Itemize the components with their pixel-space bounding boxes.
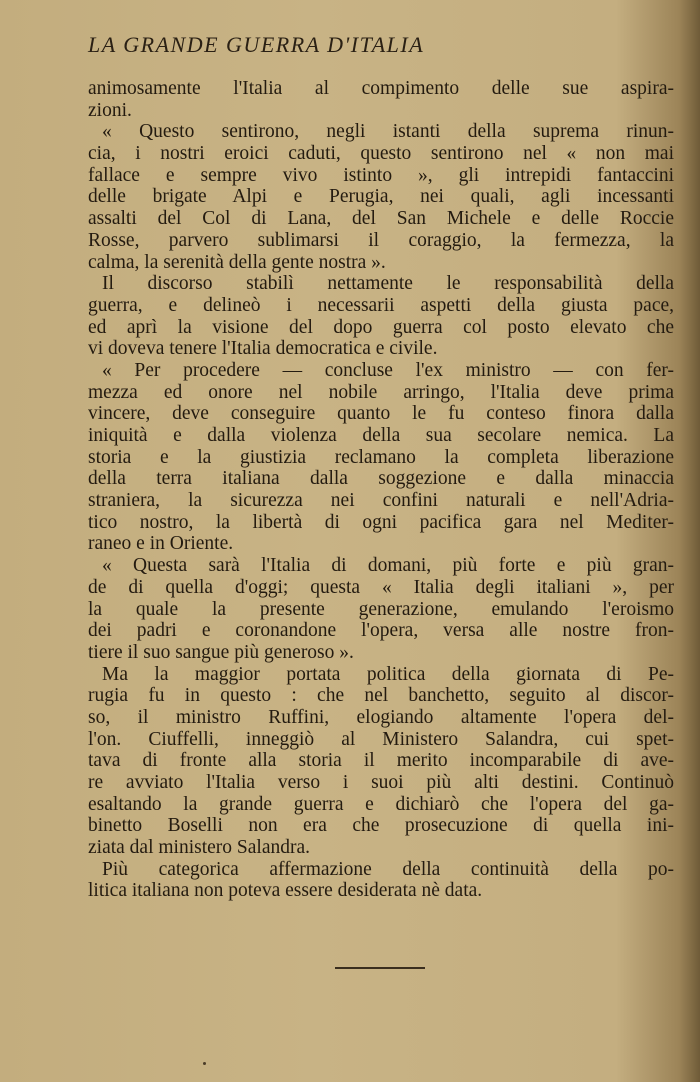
text-line: esaltando la grande guerra e dichiarò che l'opera del ga- [88, 793, 674, 815]
text-line: binetto Boselli non era che prosecuzione di quella ini- [88, 815, 674, 837]
text-line: iniquità e dalla violenza della sua secolare nemica. La [88, 425, 674, 446]
text-line: Rosse, parvero sublimarsi il coraggio, la fermezza, la [88, 229, 674, 251]
text-line: de di quella d'oggi; questa « Italia degli italiani », per [88, 576, 674, 598]
text-line: « Questo sentirono, negli istanti della suprema rinun- [102, 121, 674, 143]
text-line: ziata dal ministero Salandra. [88, 837, 311, 859]
page-speck [203, 1062, 206, 1065]
text-line: « Questa sarà l'Italia di domani, più forte e più gran- [102, 555, 674, 577]
text-line: Ma la maggior portata politica della giornata di Pe- [102, 663, 674, 685]
text-line: l'on. Ciuffelli, inneggiò al Ministero Salandra, cui spet- [88, 728, 674, 750]
text-line: re avviato l'Italia verso i suoi più alti destini. Continuò [88, 772, 674, 793]
text-line: animosamente l'Italia al compimento delle sue aspira- [88, 78, 674, 99]
text-line: storia e la giustizia reclamano la completa liberazione [88, 446, 674, 468]
text-line: della terra italiana dalla soggezione e dalla minaccia [88, 468, 674, 490]
text-line: cia, i nostri eroici caduti, questo sentirono nel « non mai [88, 143, 674, 165]
text-line: assalti del Col di Lana, del San Michele e delle Roccie [88, 208, 674, 230]
text-line: mezza ed onore nel nobile arringo, l'Italia deve prima [88, 381, 674, 403]
text-line: Più categorica affermazione della continuità della po- [102, 858, 674, 880]
text-line: raneo e in Oriente. [88, 533, 234, 555]
text-line: la quale la presente generazione, emulando l'eroismo [88, 598, 674, 620]
text-line: litica italiana non poteva essere desiderata nè data. [88, 880, 483, 902]
end-rule [335, 967, 425, 969]
text-line: ed aprì la visione del dopo guerra col posto elevato che [88, 316, 674, 338]
text-line: straniera, la sicurezza nei confini naturali e nell'Adria- [88, 490, 674, 512]
text-line: « Per procedere — concluse l'ex ministro — con fer- [102, 359, 674, 381]
text-line: calma, la serenità della gente nostra ». [88, 251, 386, 273]
text-line: tico nostro, la libertà di ogni pacifica gara nel Mediter- [88, 511, 674, 533]
text-line: delle brigate Alpi e Perugia, nei quali, agli incessanti [88, 186, 674, 208]
text-line: vincere, deve conseguire quanto le fu conteso finora dalla [88, 403, 674, 425]
text-line: tava di fronte alla storia il merito incomparabile di ave- [88, 750, 674, 772]
text-line: so, il ministro Ruffini, elogiando altamente l'opera del- [88, 706, 674, 728]
text-line: fallace e sempre vivo istinto », gli intrepidi fantaccini [88, 164, 674, 186]
text-line: dei padri e coronandone l'opera, versa alle nostre fron- [88, 620, 674, 642]
body-text [88, 78, 674, 902]
text-line: tiere il suo sangue più generoso ». [88, 641, 354, 663]
text-line: Il discorso stabilì nettamente le responsabilità della [102, 273, 674, 295]
running-title: LA GRANDE GUERRA D'ITALIA [88, 32, 425, 57]
text-line: guerra, e delineò i necessarii aspetti della giusta pace, [88, 294, 674, 316]
text-line: vi doveva tenere l'Italia democratica e civile. [88, 338, 438, 360]
text-line: zioni. [88, 99, 132, 121]
text-line: rugia fu in questo : che nel banchetto, seguito al discor- [88, 685, 674, 707]
